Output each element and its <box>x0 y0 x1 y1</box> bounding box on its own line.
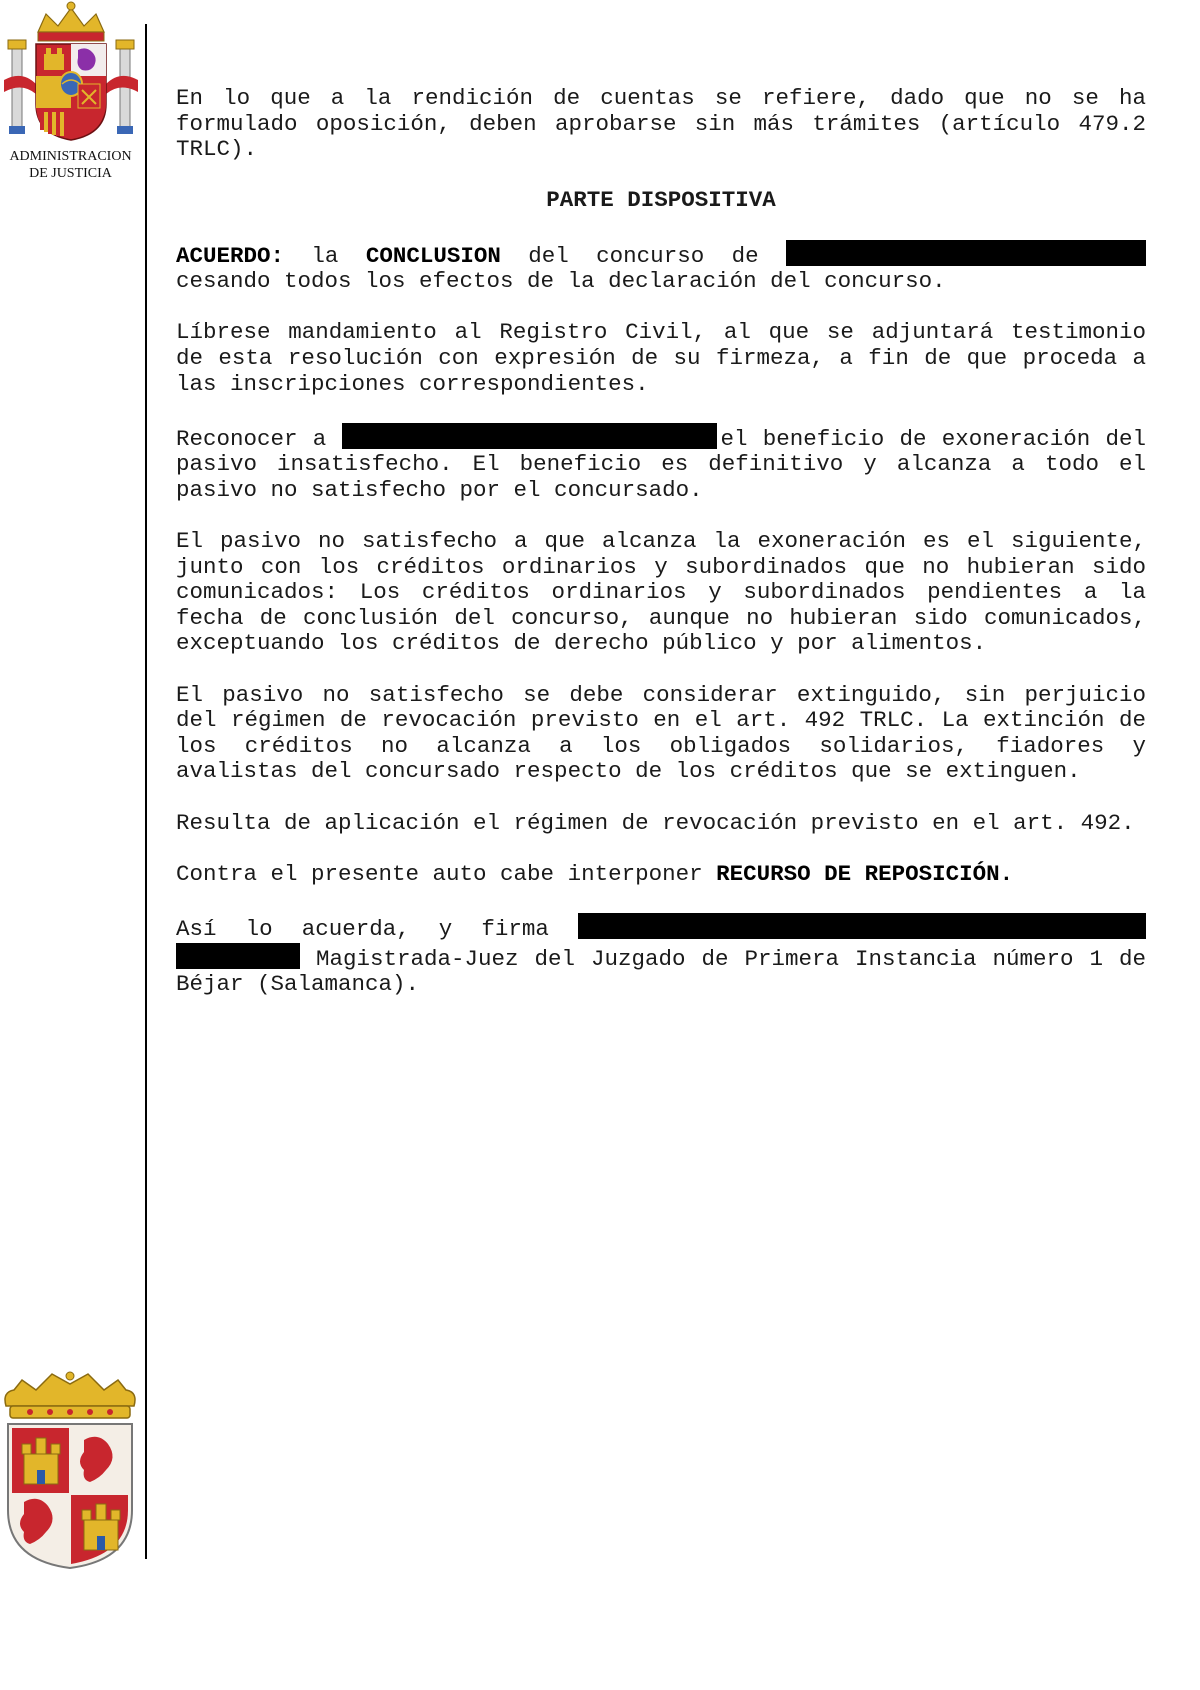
paragraph-extinguished: El pasivo no satisfecho se debe considerar extinguido, sin perjuicio del régimen de revocación previsto en el art. 492 TRLC. La extinción de los créditos no alcanza a los obligados solidarios, fiadores y avalistas del concursado respecto de los créditos que se extinguen. <box>176 681 1146 785</box>
signature-text-post: Magistrada-Juez del Juzgado de Primera Instancia número 1 de Béjar (Salamanca). <box>176 945 1146 998</box>
appeal-remedy: RECURSO DE REPOSICIÓN. <box>716 860 1014 887</box>
header-caption <box>0 148 141 182</box>
recognition-text-pre: Reconocer a <box>176 425 342 452</box>
caption-line-2: DE JUSTICIA <box>29 166 112 181</box>
document-body <box>176 86 1146 1023</box>
castilla-y-leon-coat-of-arms-icon <box>0 1370 141 1575</box>
margin-rule <box>145 24 147 1559</box>
redaction-box <box>786 240 1146 266</box>
recognition-text-post: el beneficio de exoneración del pasivo insatisfecho. El beneficio es definitivo y alcanza a todo el pasivo no satisfecho por el concursado. <box>176 425 1146 503</box>
appeal-text-pre: Contra el presente auto cabe interponer <box>176 860 717 887</box>
section-heading: PARTE DISPOSITIVA <box>546 187 776 214</box>
agreement-text-pre: la <box>284 242 366 269</box>
header-crest <box>0 0 141 185</box>
redaction-box <box>342 423 717 449</box>
agreement-text-mid: del concurso de <box>500 242 786 269</box>
paragraph-agreement <box>176 240 1146 295</box>
paragraph-appeal <box>176 862 1146 888</box>
paragraph-revocation: Resulta de aplicación el régimen de revocación previsto en el art. 492. <box>176 809 1135 836</box>
redaction-box <box>578 913 1146 939</box>
paragraph-signature <box>176 913 1146 998</box>
redaction-box <box>176 943 300 969</box>
caption-line-1: ADMINISTRACION <box>9 149 132 164</box>
paragraph-accounts: En lo que a la rendición de cuentas se refiere, dado que no se ha formulado oposición, deben aprobarse sin más trámites (artículo 479.2 TRLC). <box>176 85 1146 163</box>
agreement-text-post: cesando todos los efectos de la declaración del concurso. <box>176 268 946 295</box>
paragraph-liabilities: El pasivo no satisfecho a que alcanza la exoneración es el siguiente, junto con los créditos ordinarios y subordinados que no hubieran sido comunicados: Los créditos ordinarios y subordinados pendientes a la fecha de conclusión del concurso, aunque no hubieran sido comunicados, exceptuando los créditos de derecho público y por alimentos. <box>176 528 1146 657</box>
spain-coat-of-arms-icon <box>2 0 140 145</box>
paragraph-registry: Líbrese mandamiento al Registro Civil, al que se adjuntará testimonio de esta resolución con expresión de su firmeza, a fin de que proceda a las inscripciones correspondientes. <box>176 319 1146 397</box>
signature-text-pre: Así lo acuerda, y firma <box>176 916 578 942</box>
conclusion-keyword: CONCLUSION <box>365 242 501 269</box>
footer-crest <box>0 1370 141 1580</box>
agreement-label: ACUERDO: <box>176 242 285 269</box>
paragraph-recognition <box>176 423 1146 504</box>
